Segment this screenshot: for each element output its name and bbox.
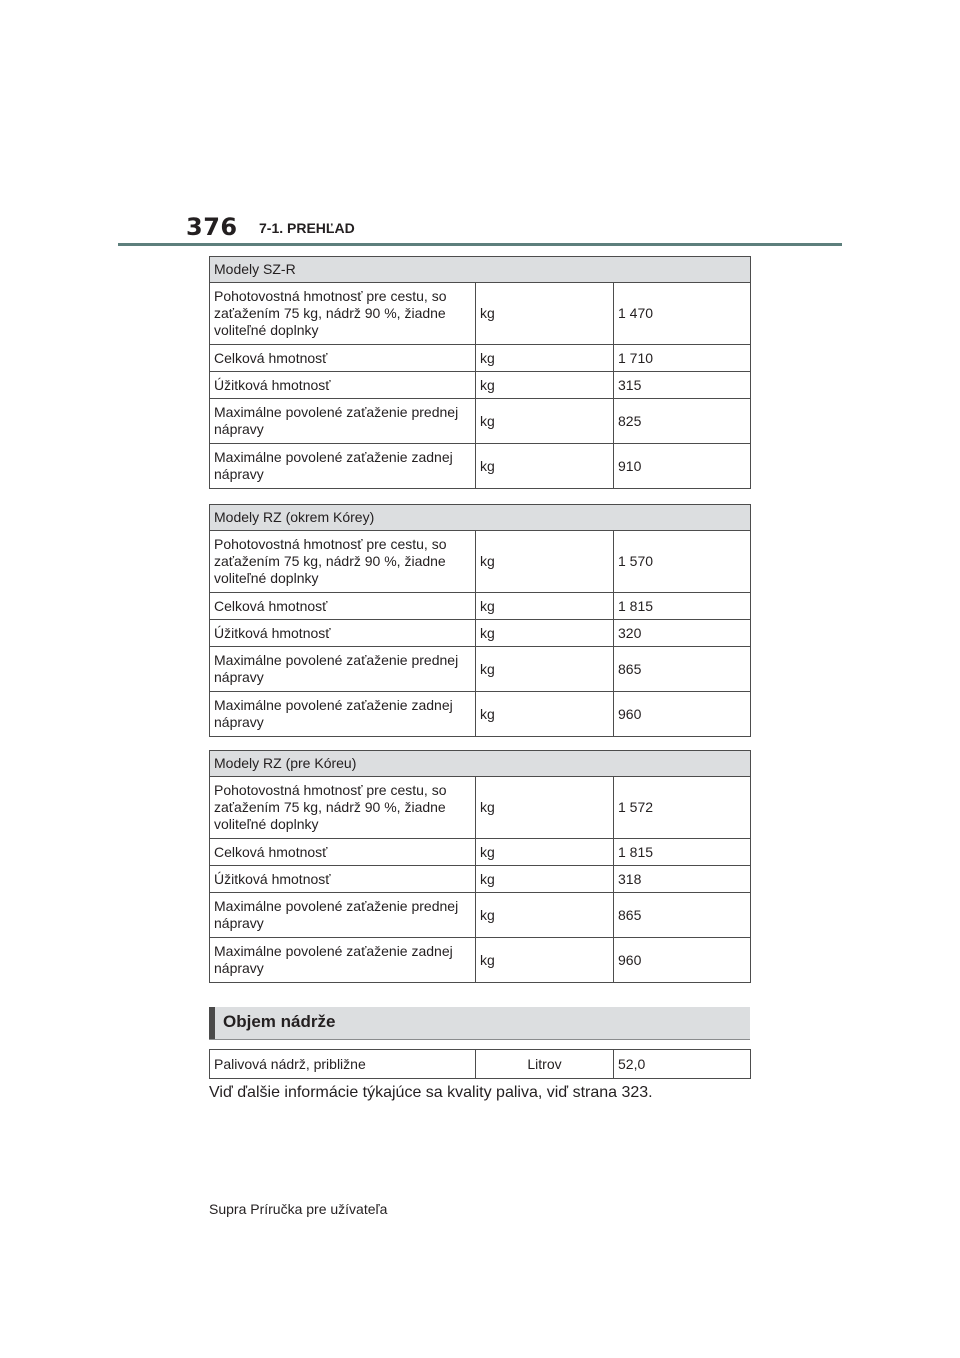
table-row	[210, 444, 751, 489]
row-value: 1 570	[614, 531, 751, 593]
table-row	[210, 620, 751, 647]
row-label: Maximálne povolené zaťaženie prednej nápravy	[210, 399, 476, 444]
row-label: Celková hmotnosť	[210, 345, 476, 372]
spec-table-rz	[209, 504, 751, 737]
row-unit: kg	[476, 372, 614, 399]
row-value: 1 710	[614, 345, 751, 372]
row-unit: kg	[476, 345, 614, 372]
table-row	[210, 866, 751, 893]
row-unit: kg	[476, 893, 614, 938]
table-row	[210, 647, 751, 692]
row-label: Maximálne povolené zaťaženie prednej nápravy	[210, 647, 476, 692]
spec-table-rz-korea	[209, 750, 751, 983]
table-title: Modely SZ-R	[210, 257, 751, 283]
row-unit: kg	[476, 777, 614, 839]
row-unit: kg	[476, 938, 614, 983]
table-row	[210, 531, 751, 593]
row-label: Pohotovostná hmotnosť pre cestu, so zaťažením 75 kg, nádrž 90 %, žiadne voliteľné doplnky	[210, 531, 476, 593]
row-unit: kg	[476, 692, 614, 737]
row-value: 1 815	[614, 839, 751, 866]
table-row	[210, 593, 751, 620]
row-label: Maximálne povolené zaťaženie prednej nápravy	[210, 893, 476, 938]
row-label: Celková hmotnosť	[210, 593, 476, 620]
row-unit: kg	[476, 839, 614, 866]
row-value: 910	[614, 444, 751, 489]
chapter-title: 7-1. PREHĽAD	[259, 220, 355, 236]
row-label: Palivová nádrž, približne	[210, 1050, 476, 1079]
row-label: Úžitková hmotnosť	[210, 620, 476, 647]
row-value: 865	[614, 893, 751, 938]
row-label: Maximálne povolené zaťaženie zadnej nápravy	[210, 444, 476, 489]
table-header-row	[210, 257, 751, 283]
row-unit: kg	[476, 399, 614, 444]
row-unit: kg	[476, 593, 614, 620]
fuel-note: Viď ďalšie informácie týkajúce sa kvality paliva, viď strana 323.	[209, 1084, 653, 1101]
row-value: 1 470	[614, 283, 751, 345]
row-label: Úžitková hmotnosť	[210, 866, 476, 893]
table-row	[210, 283, 751, 345]
table-row	[210, 692, 751, 737]
row-unit: kg	[476, 444, 614, 489]
row-unit: kg	[476, 620, 614, 647]
row-label: Úžitková hmotnosť	[210, 372, 476, 399]
row-value: 52,0	[614, 1050, 751, 1079]
header-rule	[118, 243, 842, 246]
table-row	[210, 399, 751, 444]
row-unit: kg	[476, 866, 614, 893]
row-unit: kg	[476, 647, 614, 692]
table-row	[210, 938, 751, 983]
row-unit: Litrov	[476, 1050, 614, 1079]
spec-table-sz-r	[209, 256, 751, 489]
footer-text: Supra Príručka pre užívateľa	[209, 1201, 388, 1217]
row-label: Maximálne povolené zaťaženie zadnej nápravy	[210, 938, 476, 983]
row-value: 320	[614, 620, 751, 647]
row-value: 315	[614, 372, 751, 399]
table-row	[210, 372, 751, 399]
section-heading-text: Objem nádrže	[223, 1012, 336, 1031]
table-title: Modely RZ (okrem Kórey)	[210, 505, 751, 531]
row-value: 1 572	[614, 777, 751, 839]
row-label: Maximálne povolené zaťaženie zadnej nápravy	[210, 692, 476, 737]
table-row	[210, 893, 751, 938]
row-unit: kg	[476, 283, 614, 345]
table-row	[210, 1050, 751, 1079]
row-label: Pohotovostná hmotnosť pre cestu, so zaťažením 75 kg, nádrž 90 %, žiadne voliteľné doplnky	[210, 283, 476, 345]
table-row	[210, 345, 751, 372]
row-value: 960	[614, 938, 751, 983]
row-value: 825	[614, 399, 751, 444]
page-number: 376	[186, 213, 238, 241]
table-header-row	[210, 505, 751, 531]
row-label: Pohotovostná hmotnosť pre cestu, so zaťažením 75 kg, nádrž 90 %, žiadne voliteľné doplnky	[210, 777, 476, 839]
table-row	[210, 839, 751, 866]
table-title: Modely RZ (pre Kóreu)	[210, 751, 751, 777]
section-heading-bar	[209, 1007, 215, 1039]
table-row	[210, 777, 751, 839]
row-value: 960	[614, 692, 751, 737]
row-value: 318	[614, 866, 751, 893]
table-header-row	[210, 751, 751, 777]
section-heading-fuel	[209, 1007, 750, 1040]
row-label: Celková hmotnosť	[210, 839, 476, 866]
row-value: 865	[614, 647, 751, 692]
row-value: 1 815	[614, 593, 751, 620]
fuel-table	[209, 1049, 751, 1079]
row-unit: kg	[476, 531, 614, 593]
